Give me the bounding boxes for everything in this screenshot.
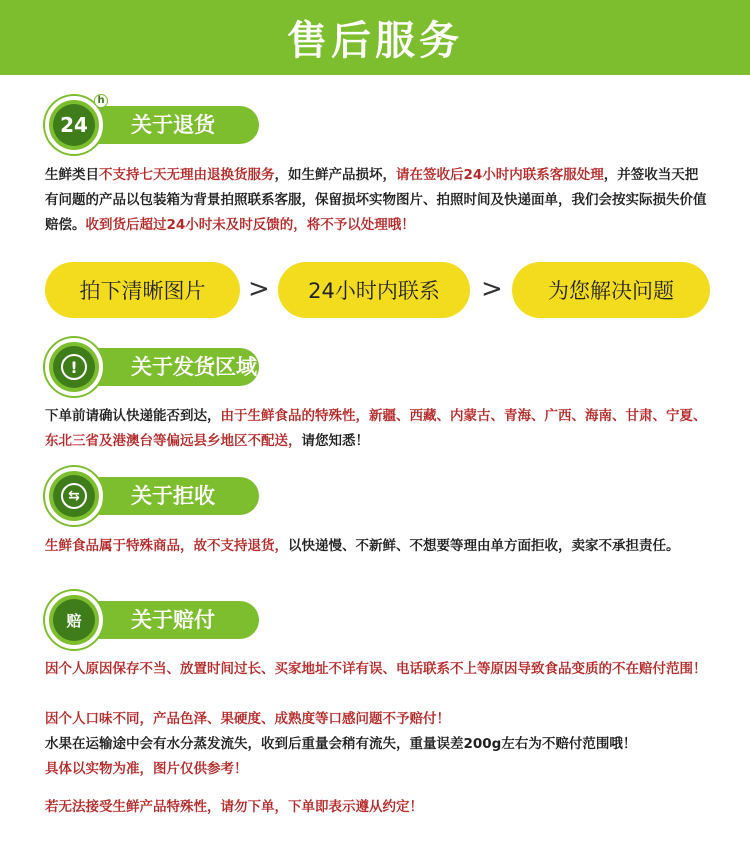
compensation-line-3: 水果在运输途中会有水分蒸发流失，收到后重量会稍有流失，重量误差200g左右为不赔付范围哦！ [45, 736, 637, 752]
section-title: 关于退货 [131, 113, 215, 137]
section-header-compensation [45, 591, 260, 649]
exclamation-icon: ! [45, 338, 103, 396]
step-arrow-icon: > [481, 274, 503, 304]
compensation-notice: 若无法接受生鲜产品特殊性，请勿下单，下单即表示遵从约定！ [45, 799, 423, 815]
header-banner [0, 0, 750, 75]
step-resolve: 为您解决问题 [512, 262, 710, 318]
step-arrow-icon: > [248, 274, 270, 304]
section-title: 关于赔付 [131, 608, 215, 632]
section-header-shipping [45, 338, 260, 396]
section-header-returns [45, 96, 260, 154]
compensation-line-2: 因个人口味不同，产品色泽、果硬度、成熟度等口感问题不予赔付！ [45, 711, 450, 727]
compensation-line-4: 具体以实物为准，图片仅供参考！ [45, 761, 248, 777]
swap-arrows-icon: ⇆ [45, 467, 103, 525]
shipping-area-text: 下单前请确认快递能否到达，由于生鲜食品的特殊性，新疆、西藏、内蒙古、青海、广西、海南、甘肃、宁夏、东北三省及港澳台等偏远县乡地区不配送，请您知悉！ [45, 408, 707, 449]
section-title: 关于发货区域 [131, 355, 257, 379]
step-take-photo: 拍下清晰图片 [45, 262, 240, 318]
page-title: 售后服务 [287, 18, 463, 64]
section-header-refuse [45, 467, 260, 525]
compensation-line-1: 因个人原因保存不当、放置时间过长、买家地址不详有误、电话联系不上等原因导致食品变质的不在赔付范围！ [45, 661, 707, 677]
clock-24h-icon: 24 h [45, 96, 103, 154]
process-steps [45, 262, 710, 318]
section-title: 关于拒收 [131, 484, 215, 508]
return-policy-text: 生鲜类目不支持七天无理由退换货服务，如生鲜产品损坏，请在签收后24小时内联系客服处理，并签收当天把有问题的产品以包装箱为背景拍照联系客服，保留损坏实物图片、拍照时间及快递面单，我们会按实际损失价值赔偿。收到货后超过24小时未及时反馈的，将不予以处理哦！ [45, 167, 707, 233]
compensation-icon: 赔 [45, 591, 103, 649]
refuse-policy-text: 生鲜食品属于特殊商品，故不支持退货，以快递慢、不新鲜、不想要等理由单方面拒收，卖家不承担责任。 [45, 538, 680, 554]
step-contact-24h: 24小时内联系 [278, 262, 470, 318]
